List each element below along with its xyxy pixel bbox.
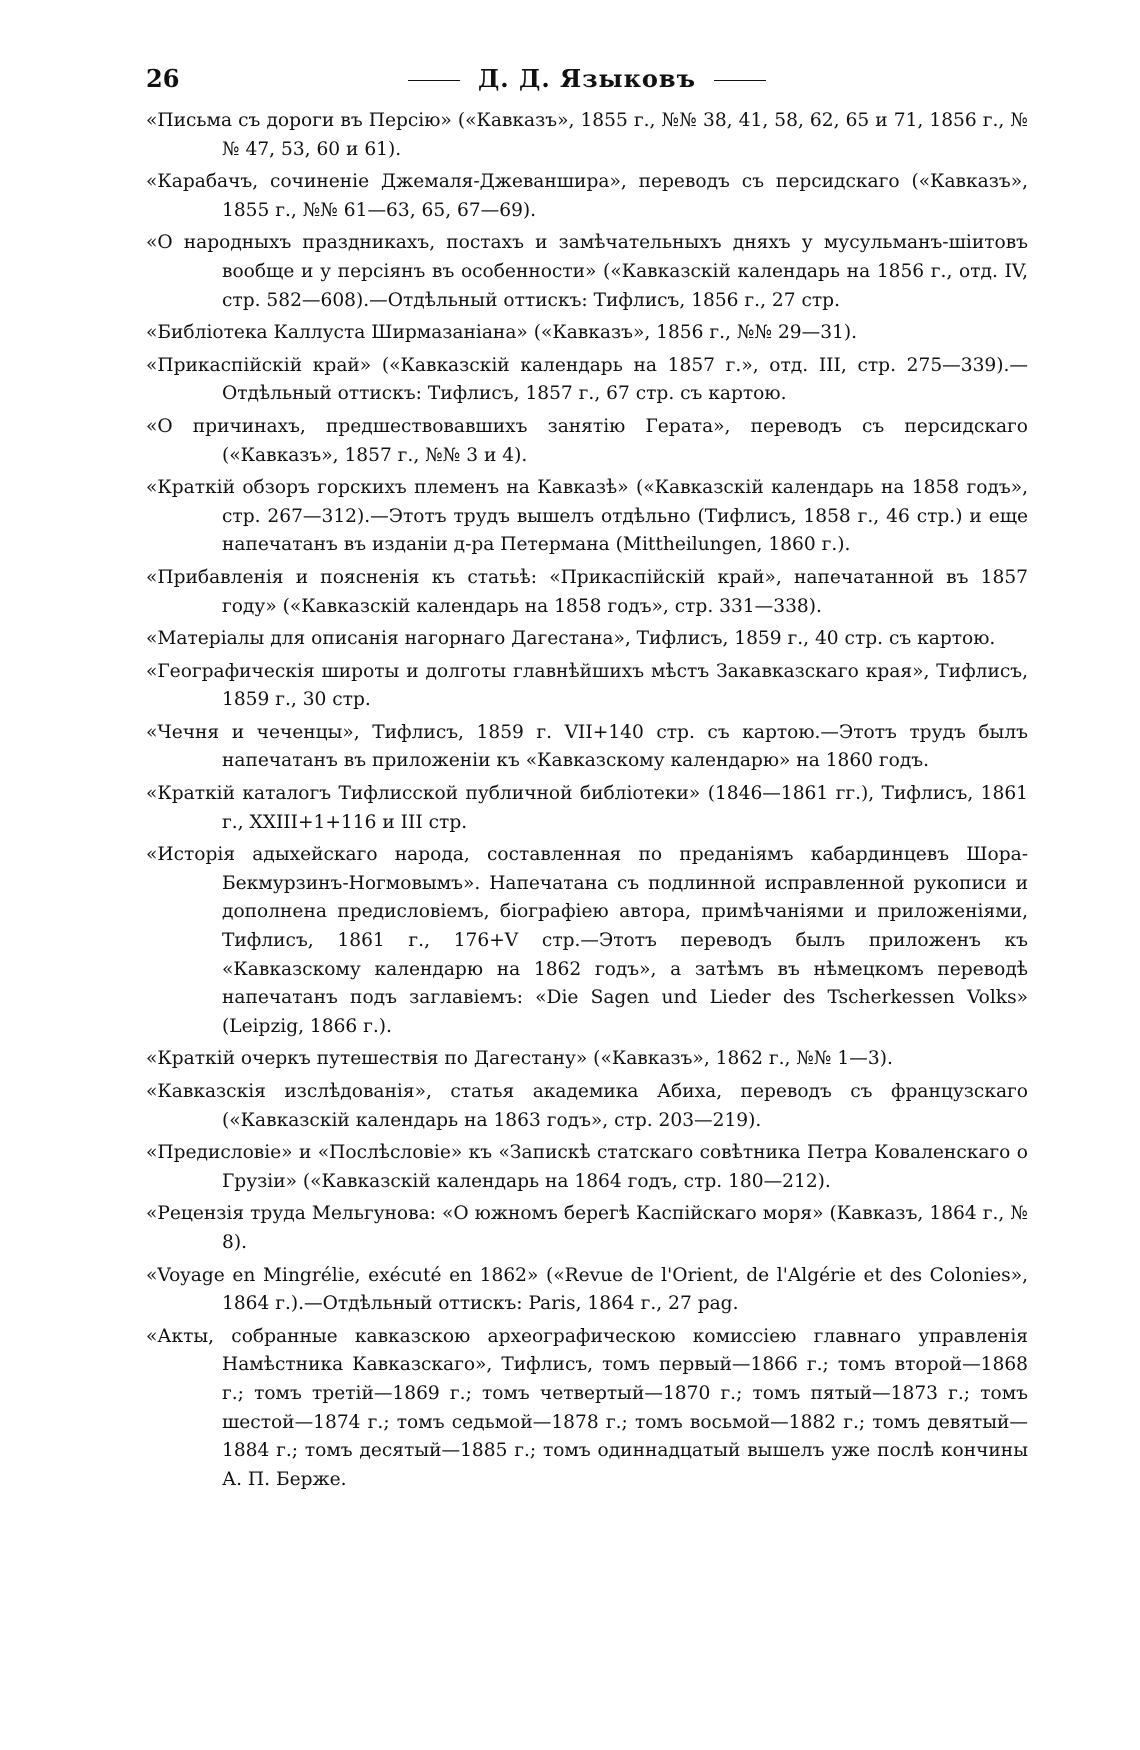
bibliography-entry: «Письма съ дороги въ Персію» («Кавказъ», 1855 г., №№ 38, 41, 58, 62, 65 и 71, 1856 г., №№ 47, 53, 60 и 61). <box>146 110 1028 160</box>
bibliography-entry: «Рецензія труда Мельгунова: «О южномъ берегѣ Каспійскаго моря» (Кавказъ, 1864 г., № 8). <box>146 1203 1028 1253</box>
bibliography-entry: «Географическія широты и долготы главнѣйшихъ мѣстъ Закавказскаго края», Тифлисъ, 1859 г., 30 стр. <box>146 660 1028 711</box>
bibliography-entry: «Кавказскія изслѣдованія», статья академика Абиха, переводъ съ французскаго («Кавказскій календарь на 1863 годъ», стр. 203—219). <box>146 1081 1028 1131</box>
running-head <box>146 64 1028 93</box>
bibliography-entry: «Краткій очеркъ путешествія по Дагестану» («Кавказъ», 1862 г., №№ 1—3). <box>146 1048 893 1070</box>
bibliography-entry: «Краткій обзоръ горскихъ племенъ на Кавказѣ» («Кавказскій календарь на 1858 годъ», стр. 267—312).—Этотъ трудъ вышелъ отдѣльно (Тифлисъ, 1858 г., 46 стр.) и еще напечатанъ въ изданіи д-ра Петермана (Mittheilungen, 1860 г.). <box>146 477 1028 556</box>
bibliography-entry: «Прибавленія и поясненія къ статьѣ: «Прикаспійскій край», напечатанной въ 1857 году» («Кавказскій календарь на 1858 годъ», стр. 331—338). <box>146 566 1028 617</box>
header-rule-right <box>714 80 766 81</box>
bibliography-entry: «О народныхъ праздникахъ, постахъ и замѣчательныхъ дняхъ у мусульманъ-шіитовъ вообще и у персіянъ въ особенности» («Кавказскій календарь на 1856 г., отд. IV, стр. 582—608).—Отдѣльный оттискъ: Тифлисъ, 1856 г., 27 стр. <box>146 232 1028 311</box>
page-number: 26 <box>146 64 180 93</box>
bibliography-entry: «Карабачъ, сочиненіе Джемаля-Джеваншира», переводъ съ персидскаго («Кавказъ», 1855 г., №№ 61—63, 65, 67—69). <box>146 171 1028 221</box>
bibliography-entry: «Библіотека Каллуста Ширмазаніана» («Кавказъ», 1856 г., №№ 29—31). <box>146 322 858 344</box>
bibliography-entry: «Voyage en Mingrélie, exécuté en 1862» («Revue de l'Orient, de l'Algérie et des Colonies», 1864 г.).—Отдѣльный оттискъ: Paris, 1864 г., 27 pag. <box>146 1264 1028 1315</box>
bibliography-entry: «Чечня и чеченцы», Тифлисъ, 1859 г. VII+140 стр. съ картою.—Этотъ трудъ былъ напечатанъ въ приложеніи къ «Кавказскому календарю» на 1860 годъ. <box>146 721 1028 772</box>
header-rule-left <box>408 80 460 81</box>
page-header <box>146 64 1028 104</box>
bibliography-entry: «Исторія адыхейскаго народа, составленная по преданіямъ кабардинцевъ Шора-Бекмурзинъ-Ногмовымъ». Напечатана съ подлинной исправленной рукописи и дополнена предисловіемъ, біографіею автора, примѣчаніями и приложеніями, Тифлисъ, 1861 г., 176+V стр.—Этотъ переводъ былъ приложенъ къ «Кавказскому календарю на 1862 годъ», а затѣмъ въ нѣмецкомъ переводѣ напечатанъ подъ заглавіемъ: «Die Sagen und Lieder des Tscherkessen Volks» (Leipzig, 1866 г.). <box>146 844 1028 1037</box>
bibliography-list <box>146 107 1028 1498</box>
running-head-title: Д. Д. Языковъ <box>477 64 697 93</box>
bibliography-entry: «Предисловіе» и «Послѣсловіе» къ «Запискѣ статскаго совѣтника Петра Коваленскаго о Грузіи» («Кавказскій календарь на 1864 годъ, стр. 180—212). <box>146 1142 1028 1192</box>
bibliography-entry: «О причинахъ, предшествовавшихъ занятію Герата», переводъ съ персидскаго («Кавказъ», 1857 г., №№ 3 и 4). <box>146 415 1028 466</box>
bibliography-entry: «Матеріалы для описанія нагорнаго Дагестана», Тифлисъ, 1859 г., 40 стр. съ картою. <box>146 628 996 650</box>
bibliography-entry: «Прикаспійскій край» («Кавказскій календарь на 1857 г.», отд. III, стр. 275—339).—Отдѣльный оттискъ: Тифлисъ, 1857 г., 67 стр. съ картою. <box>146 354 1028 405</box>
bibliography-entry: «Краткій каталогъ Тифлисской публичной библіотеки» (1846—1861 гг.), Тифлисъ, 1861 г., XXIII+1+116 и III стр. <box>146 783 1028 833</box>
bibliography-entry: «Акты, собранные кавказскою археографическою комиссіею главнаго управленія Намѣстника Кавказскаго», Тифлисъ, томъ первый—1866 г.; томъ второй—1868 г.; томъ третій—1869 г.; томъ четвертый—1870 г.; томъ пятый—1873 г.; томъ шестой—1874 г.; томъ седьмой—1878 г.; томъ восьмой—1882 г.; томъ девятый—1884 г.; томъ десятый—1885 г.; томъ одиннадцатый вышелъ уже послѣ кончины А. П. Берже. <box>146 1325 1028 1490</box>
